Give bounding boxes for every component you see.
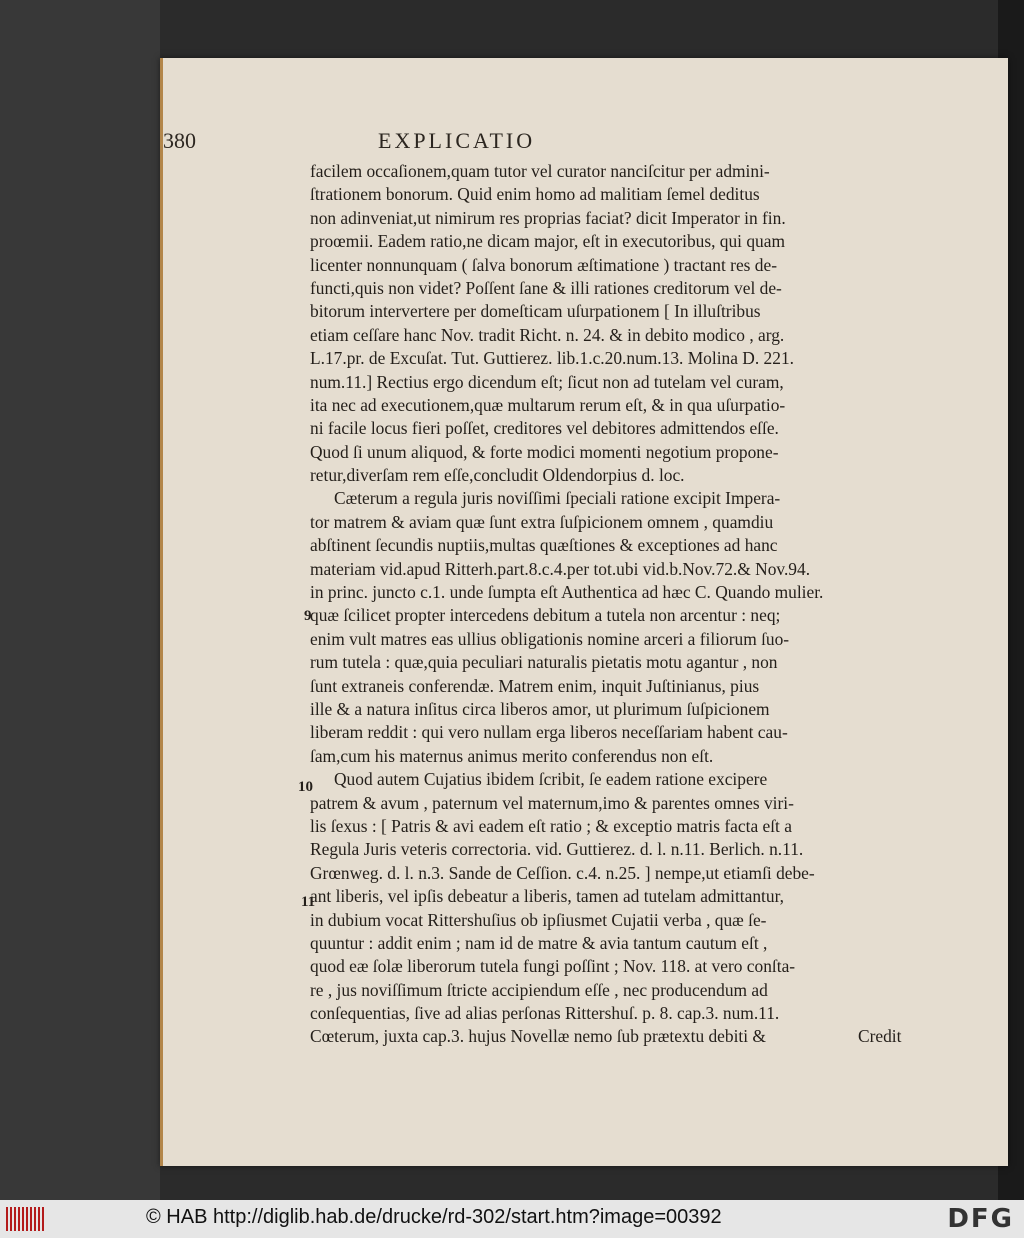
text-line: materiam vid.apud Ritterh.part.8.c.4.per tot.ubi vid.b.Nov.72.& Nov.94.: [310, 558, 811, 579]
hab-barcode-icon: [6, 1207, 46, 1231]
margin-number: 9: [304, 608, 312, 624]
text-line: ita nec ad executionem,quæ multarum rerum eſt, & in qua uſurpatio-: [310, 394, 786, 415]
text-line: retur,diverſam rem eſſe,concludit Oldendorpius d. loc.: [310, 465, 685, 486]
viewer-footer: [0, 1200, 1024, 1238]
text-line: in dubium vocat Rittershuſius ob ipſiusmet Cujatii verba , quæ ſe-: [310, 909, 767, 930]
text-line: ille & a natura inſitus circa liberos amor, ut plurimum ſuſpicionem: [310, 698, 770, 719]
page-number: 380: [163, 128, 196, 153]
text-line: quæ ſcilicet propter intercedens debitum a tutela non arcentur : neq;: [310, 605, 781, 626]
text-line: licenter nonnunquam ( ſalva bonorum æſtimatione ) tractant res de-: [310, 254, 777, 275]
scanner-background-left: [0, 0, 160, 1200]
margin-number: 10: [298, 779, 313, 795]
text-line: proœmii. Eadem ratio,ne dicam major, eſt in executoribus, qui quam: [310, 231, 785, 252]
text-line: Grœnweg. d. l. n.3. Sande de Ceſſion. c.4. n.25. ] nempe,ut etiamſi debe-: [310, 862, 815, 883]
text-line: ni facile locus fieri poſſet, creditores vel debitores admittendos eſſe.: [310, 418, 779, 439]
text-line: Quod autem Cujatius ibidem ſcribit, ſe eadem ratione excipere: [334, 769, 768, 790]
text-line: Cæterum a regula juris noviſſimi ſpeciali ratione excipit Impera-: [334, 488, 781, 509]
body-text: [310, 160, 935, 1049]
text-line: quod eæ ſolæ liberorum tutela fungi poſſint ; Nov. 118. at vero conſta-: [310, 956, 796, 977]
text-line: num.11.] Rectius ergo dicendum eſt; ſicut non ad tutelam vel curam,: [310, 371, 784, 392]
text-line: conſequentias, ſive ad alias perſonas Rittershuſ. p. 8. cap.3. num.11.: [310, 1003, 780, 1024]
text-line: abſtinent ſecundis nuptiis,multas quæſtiones & exceptiones ad hanc: [310, 535, 778, 556]
text-line: ant liberis, vel ipſis debeatur a liberis, tamen ad tutelam admittantur,: [310, 886, 785, 907]
text-line: functi,quis non videt? Poſſent ſane & illi rationes creditorum vel de-: [310, 277, 782, 298]
text-line: bitorum intervertere per domeſticam uſurpationem [ In illuſtribus: [310, 301, 761, 322]
text-line: facilem occaſionem,quam tutor vel curator nanciſcitur per admini-: [310, 161, 770, 181]
text-line: L.17.pr. de Excuſat. Tut. Guttierez. lib.1.c.20.num.13. Molina D. 221.: [310, 348, 794, 369]
text-line: rum tutela : quæ,quia peculiari naturalis pietatis motu agantur , non: [310, 652, 778, 673]
text-line: lis ſexus : [ Patris & avi eadem eſt ratio ; & exceptio matris facta eſt a: [310, 815, 792, 836]
text-line: non adinveniat,ut nimirum res proprias faciat? dicit Imperator in fin.: [310, 207, 786, 228]
text-line: Quod ſi unum aliquod, & forte modici momenti negotium propone-: [310, 441, 779, 462]
text-line: Regula Juris veteris correctoria. vid. Guttierez. d. l. n.11. Berlich. n.11.: [310, 839, 804, 860]
catchword: Credit: [858, 1026, 902, 1046]
text-line: quuntur : addit enim ; nam id de matre & avia tantum cautum eſt ,: [310, 932, 768, 953]
text-line: ſam,cum his maternus animus merito conferendus non eſt.: [310, 745, 714, 766]
text-line: enim vult matres eas ullius obligationis nomine arceri a filiorum ſuo-: [310, 628, 790, 649]
text-line: Cœterum, juxta cap.3. hujus Novellæ nemo ſub prætextu debiti &: [310, 1026, 766, 1047]
text-line: in princ. juncto c.1. unde ſumpta eſt Authentica ad hæc C. Quando mulier.: [310, 582, 824, 603]
copyright-url-text[interactable]: © HAB http://diglib.hab.de/drucke/rd-302/start.htm?image=00392: [146, 1206, 722, 1228]
text-line: ſunt extraneis conferendæ. Matrem enim, inquit Juſtinianus, pius: [310, 675, 760, 696]
text-line: etiam ceſſare hanc Nov. tradit Richt. n. 24. & in debito modico , arg.: [310, 324, 785, 345]
text-line: tor matrem & aviam quæ ſunt extra ſuſpicionem omnem , quamdiu: [310, 511, 774, 532]
running-head: EXPLICATIO: [378, 128, 536, 153]
dfg-logo: DFG: [947, 1204, 1014, 1234]
text-line: liberam reddit : qui vero nullam erga liberos neceſſariam habent cau-: [310, 722, 788, 743]
text-line: ſtrationem bonorum. Quid enim homo ad malitiam ſemel deditus: [310, 184, 760, 205]
page-header: [163, 128, 723, 156]
margin-number: 11: [301, 894, 316, 910]
text-line: re , jus noviſſimum ſtricte accipiendum eſſe , nec producendum ad: [310, 979, 768, 1000]
text-line: patrem & avum , paternum vel maternum,imo & parentes omnes viri-: [310, 792, 794, 813]
